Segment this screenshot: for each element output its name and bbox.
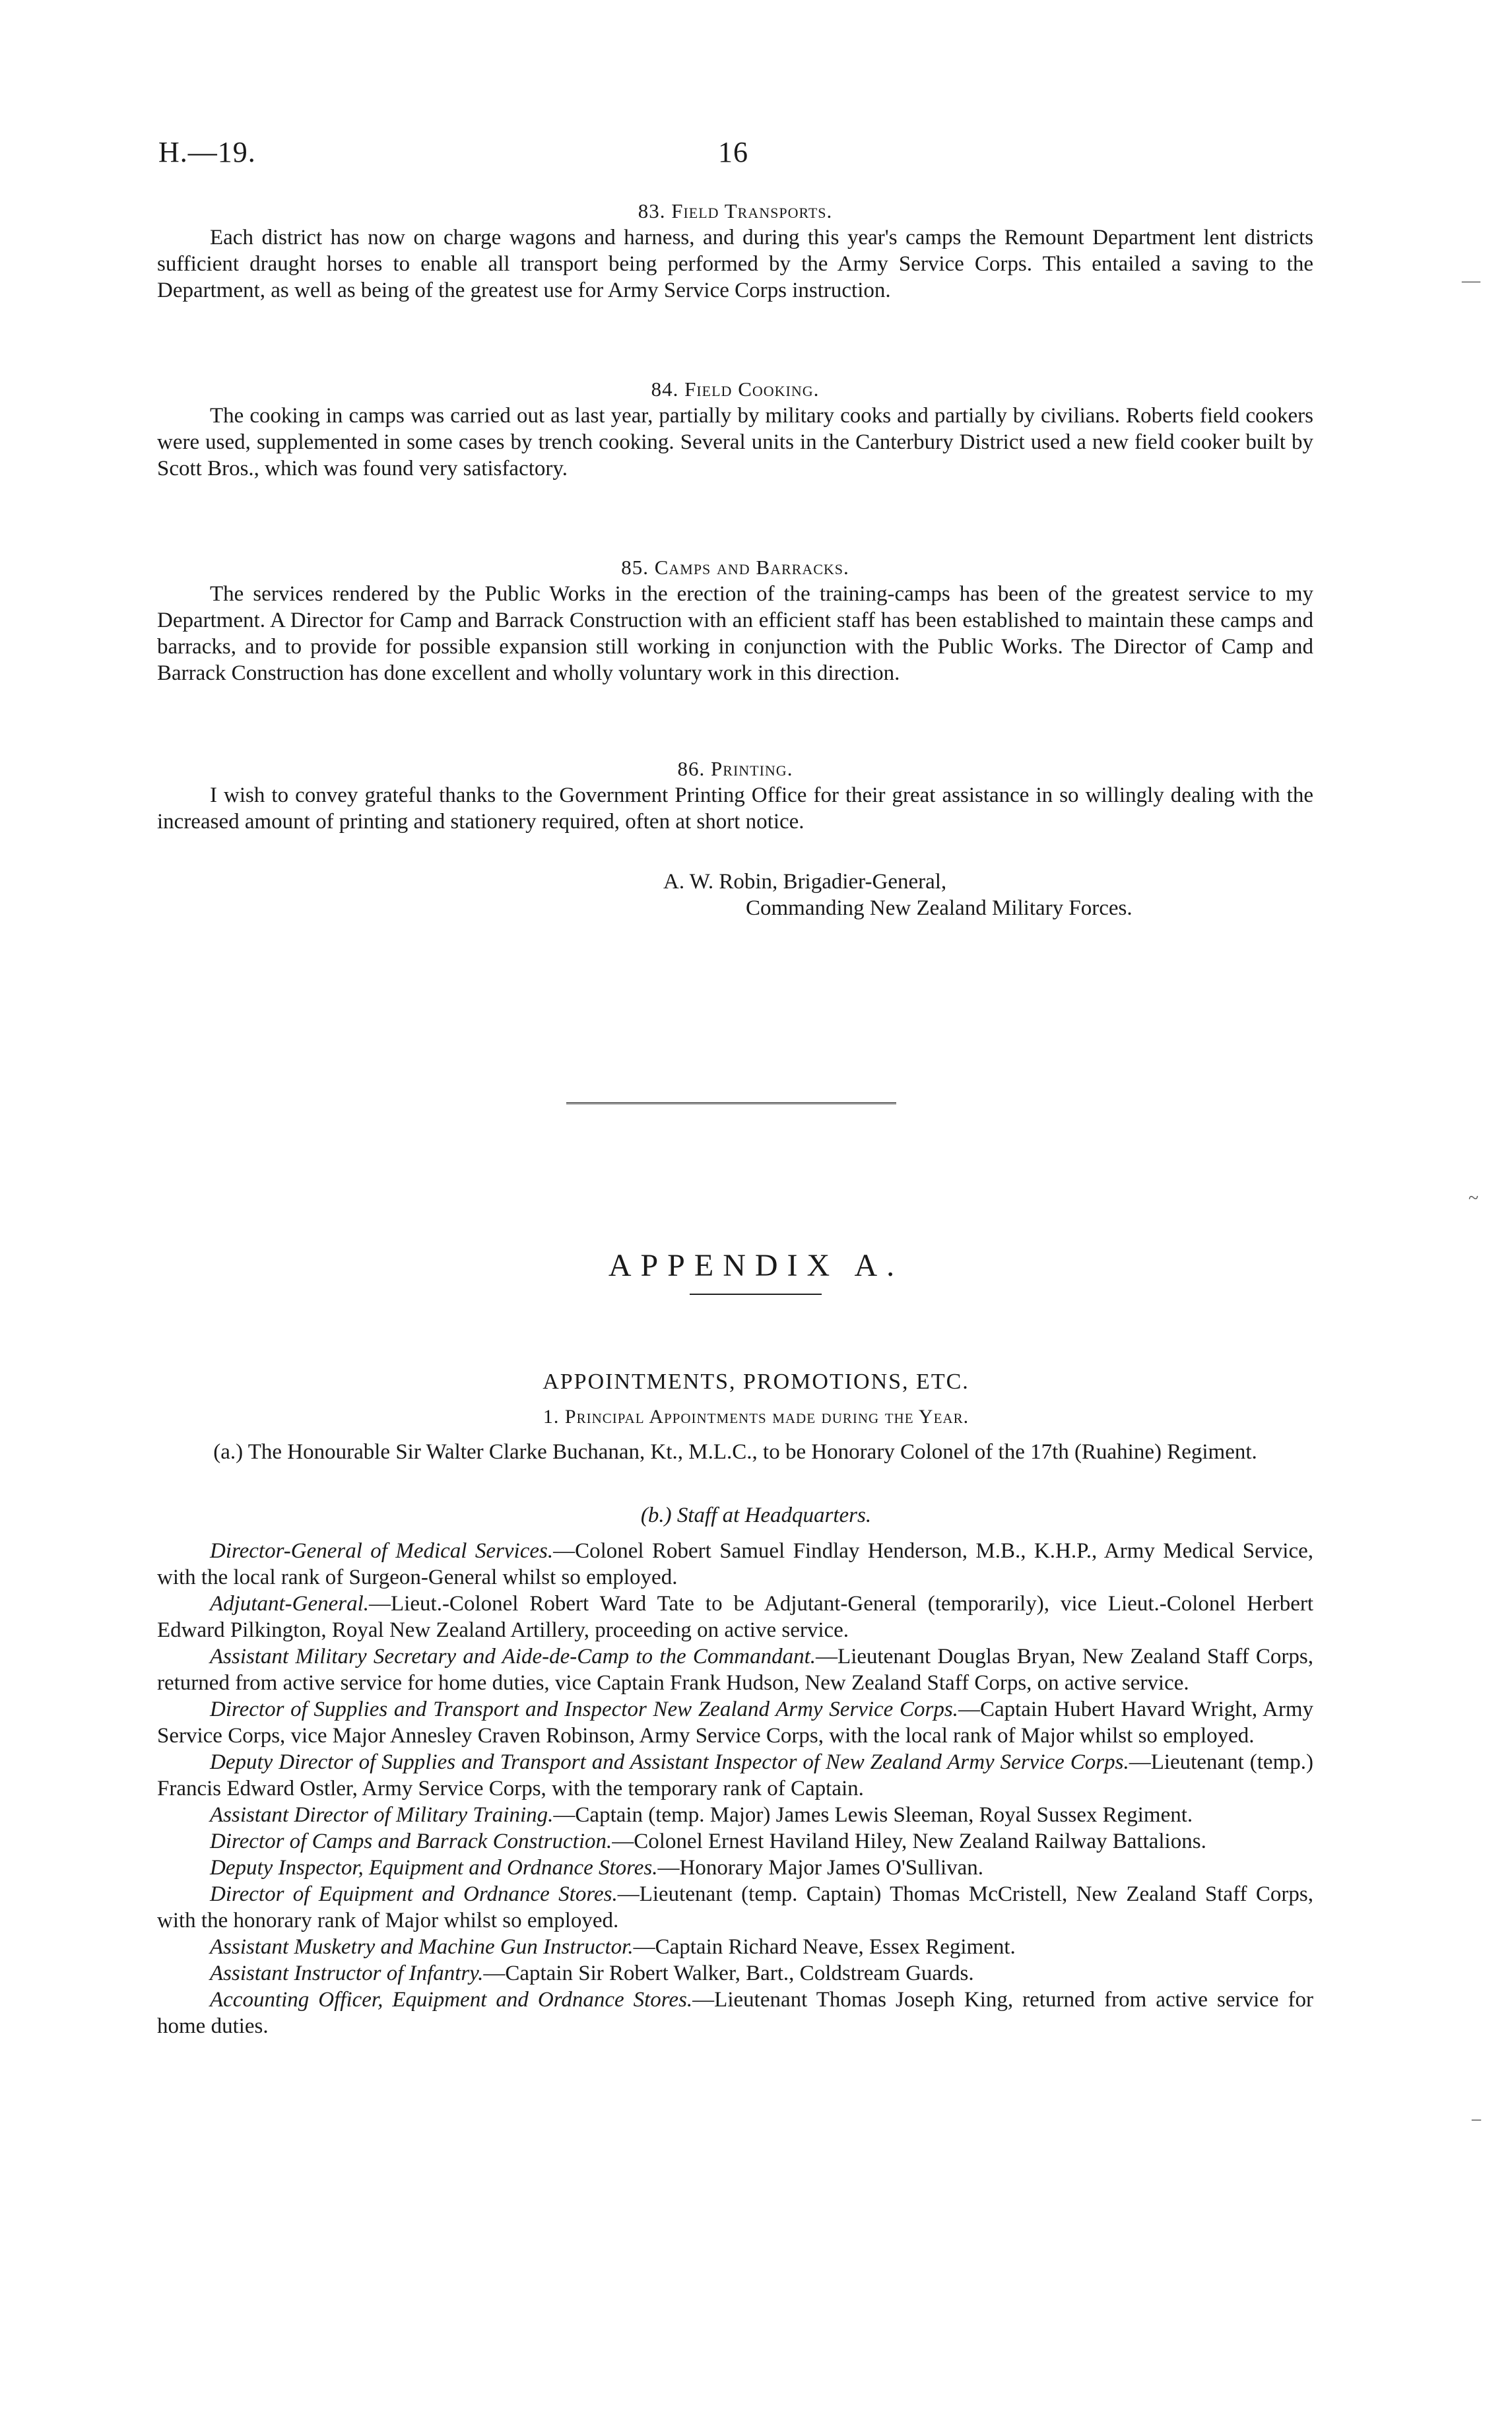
signature-line-2: Commanding New Zealand Military Forces. [746,896,1133,920]
section-84 [157,376,1313,482]
appointment-title: Deputy Director of Supplies and Transport and Assistant Inspector of New Zealand Army Service Corps. [210,1750,1129,1774]
appointment-title: Accounting Officer, Equipment and Ordnance Stores. [210,1988,693,2012]
appointment-title: Deputy Inspector, Equipment and Ordnance Stores. [210,1856,658,1880]
appendix-subtitle: APPOINTMENTS, PROMOTIONS, ETC. [542,1370,970,1394]
appointment-details: —Lieutenant Thomas Joseph King, returned from active service for home duties. [157,1988,1313,2038]
section-body: The services rendered by the Public Works in the erection of the training-camps has been of the greatest service to my Department. A Director for Camp and Barrack Construction with an efficient staff has been established to maintain these camps and barracks, and to provide for possible expansion still working in conjunction with the Public Works. The Director of Camp and Barrack Construction has done excellent and wholly voluntary work in this direction. [157,582,1313,685]
appointment-details: —Honorary Major James O'Sullivan. [657,1856,984,1880]
appointment-title: Assistant Military Secretary and Aide-de-Camp to the Commandant. [210,1645,816,1668]
section-body: The cooking in camps was carried out as last year, partially by military cooks and partially by civilians. Roberts field cookers were used, supplemented in some cases by trench cooking. Several units in the Canterbury District used a new field cooker built by Scott Bros., which was found very satisfactory. [157,404,1313,480]
staff-appointments-list [157,1538,1313,2039]
section-body: Each district has now on charge wagons and harness, and during this year's camps the Remount Department lent districts sufficient draught horses to enable all transport being performed by the Army Service Corps. This entailed a saving to the Department, as well as being of the greatest use for Army Service Corps instruction. [157,226,1313,302]
appointment-details: —Lieutenant (temp. Captain) Thomas McCristell, New Zealand Staff Corps, with the honorary rank of Major whilst so employed. [157,1882,1313,1932]
appointment-title: Assistant Director of Military Training. [210,1803,554,1827]
appointment-entry [157,1802,1313,1828]
margin-scan-mark: — [1462,271,1480,291]
appointment-entry [157,1987,1313,2039]
appendix-underline [690,1294,822,1295]
appointment-details: —Colonel Ernest Haviland Hiley, New Zealand Railway Battalions. [612,1830,1206,1853]
appointment-title: Director-General of Medical Services. [210,1539,554,1563]
appointment-details: —Lieut.-Colonel Robert Ward Tate to be Adjutant-General (temporarily), vice Lieut.-Colonel Herbert Edward Pilkington, Royal New Zealand Artillery, proceeding on active service. [157,1592,1313,1642]
appointment-entry [157,1696,1313,1749]
section-heading: 84. Field Cooking. [651,378,820,401]
section-heading: 86. Printing. [677,757,793,780]
section-heading: 85. Camps and Barracks. [621,556,849,579]
signature-line-1: A. W. Robin, Brigadier-General, [663,870,947,894]
appointment-title: Adjutant-General. [210,1592,370,1616]
item-a-text: (a.) The Honourable Sir Walter Clarke Buchanan, Kt., M.L.C., to be Honorary Colonel of the 17th (Ruahine) Regiment. [213,1440,1257,1464]
section-heading: 83. Field Transports. [638,199,833,222]
appointment-details: —Captain (temp. Major) James Lewis Sleeman, Royal Sussex Regiment. [553,1803,1193,1827]
section-divider [566,1102,896,1104]
appointment-title: Assistant Instructor of Infantry. [210,1962,484,1985]
section-body: I wish to convey grateful thanks to the Government Printing Office for their great assistance in so willingly dealing with the increased amount of printing and stationery required, often at short notice. [157,783,1313,834]
item-b-heading: (b.) Staff at Headquarters. [640,1503,872,1527]
appendix-title: APPENDIX A. [608,1248,904,1283]
appointment-entry [157,1538,1313,1591]
appendix-item-a [157,1439,1313,1465]
appointment-details: —Captain Richard Neave, Essex Regiment. [633,1935,1016,1959]
appointment-entry [157,1960,1313,1987]
appointment-title: Director of Supplies and Transport and Inspector New Zealand Army Service Corps. [210,1698,958,1721]
page-number: 16 [718,136,748,168]
section-85 [157,554,1313,686]
appointment-entry [157,1643,1313,1696]
margin-scan-mark: – [1472,2109,1481,2129]
appointment-details: —Captain Sir Robert Walker, Bart., Coldstream Guards. [483,1962,974,1985]
margin-scan-mark: ~ [1468,1188,1479,1208]
appointment-entry [157,1828,1313,1855]
section-83 [157,198,1313,304]
appointment-entry [157,1881,1313,1934]
appointment-entry [157,1591,1313,1643]
appointment-details: —Colonel Robert Samuel Findlay Henderson, M.B., K.H.P., Army Medical Service, with the local rank of Surgeon-General whilst so employed. [157,1539,1313,1589]
appointment-details: —Lieutenant Douglas Bryan, New Zealand Staff Corps, returned from active service for home duties, vice Captain Frank Hudson, New Zealand Staff Corps, on active service. [157,1645,1313,1695]
section-86 [157,756,1313,835]
appointment-details: —Lieutenant (temp.) Francis Edward Ostler, Army Service Corps, with the temporary rank of Captain. [157,1750,1313,1800]
appointment-details: —Captain Hubert Havard Wright, Army Service Corps, vice Major Annesley Craven Robinson, Army Service Corps, with the local rank of Major whilst so employed. [157,1698,1313,1748]
appointment-title: Director of Camps and Barrack Construction. [210,1830,612,1853]
appointment-title: Director of Equipment and Ordnance Stores. [210,1882,618,1906]
appointment-entry [157,1749,1313,1802]
document-reference: H.—19. [158,136,256,168]
appointment-entry [157,1934,1313,1960]
appointment-title: Assistant Musketry and Machine Gun Instructor. [210,1935,634,1959]
appendix-section-title: 1. Principal Appointments made during the Year. [542,1406,970,1428]
appointment-entry [157,1855,1313,1881]
